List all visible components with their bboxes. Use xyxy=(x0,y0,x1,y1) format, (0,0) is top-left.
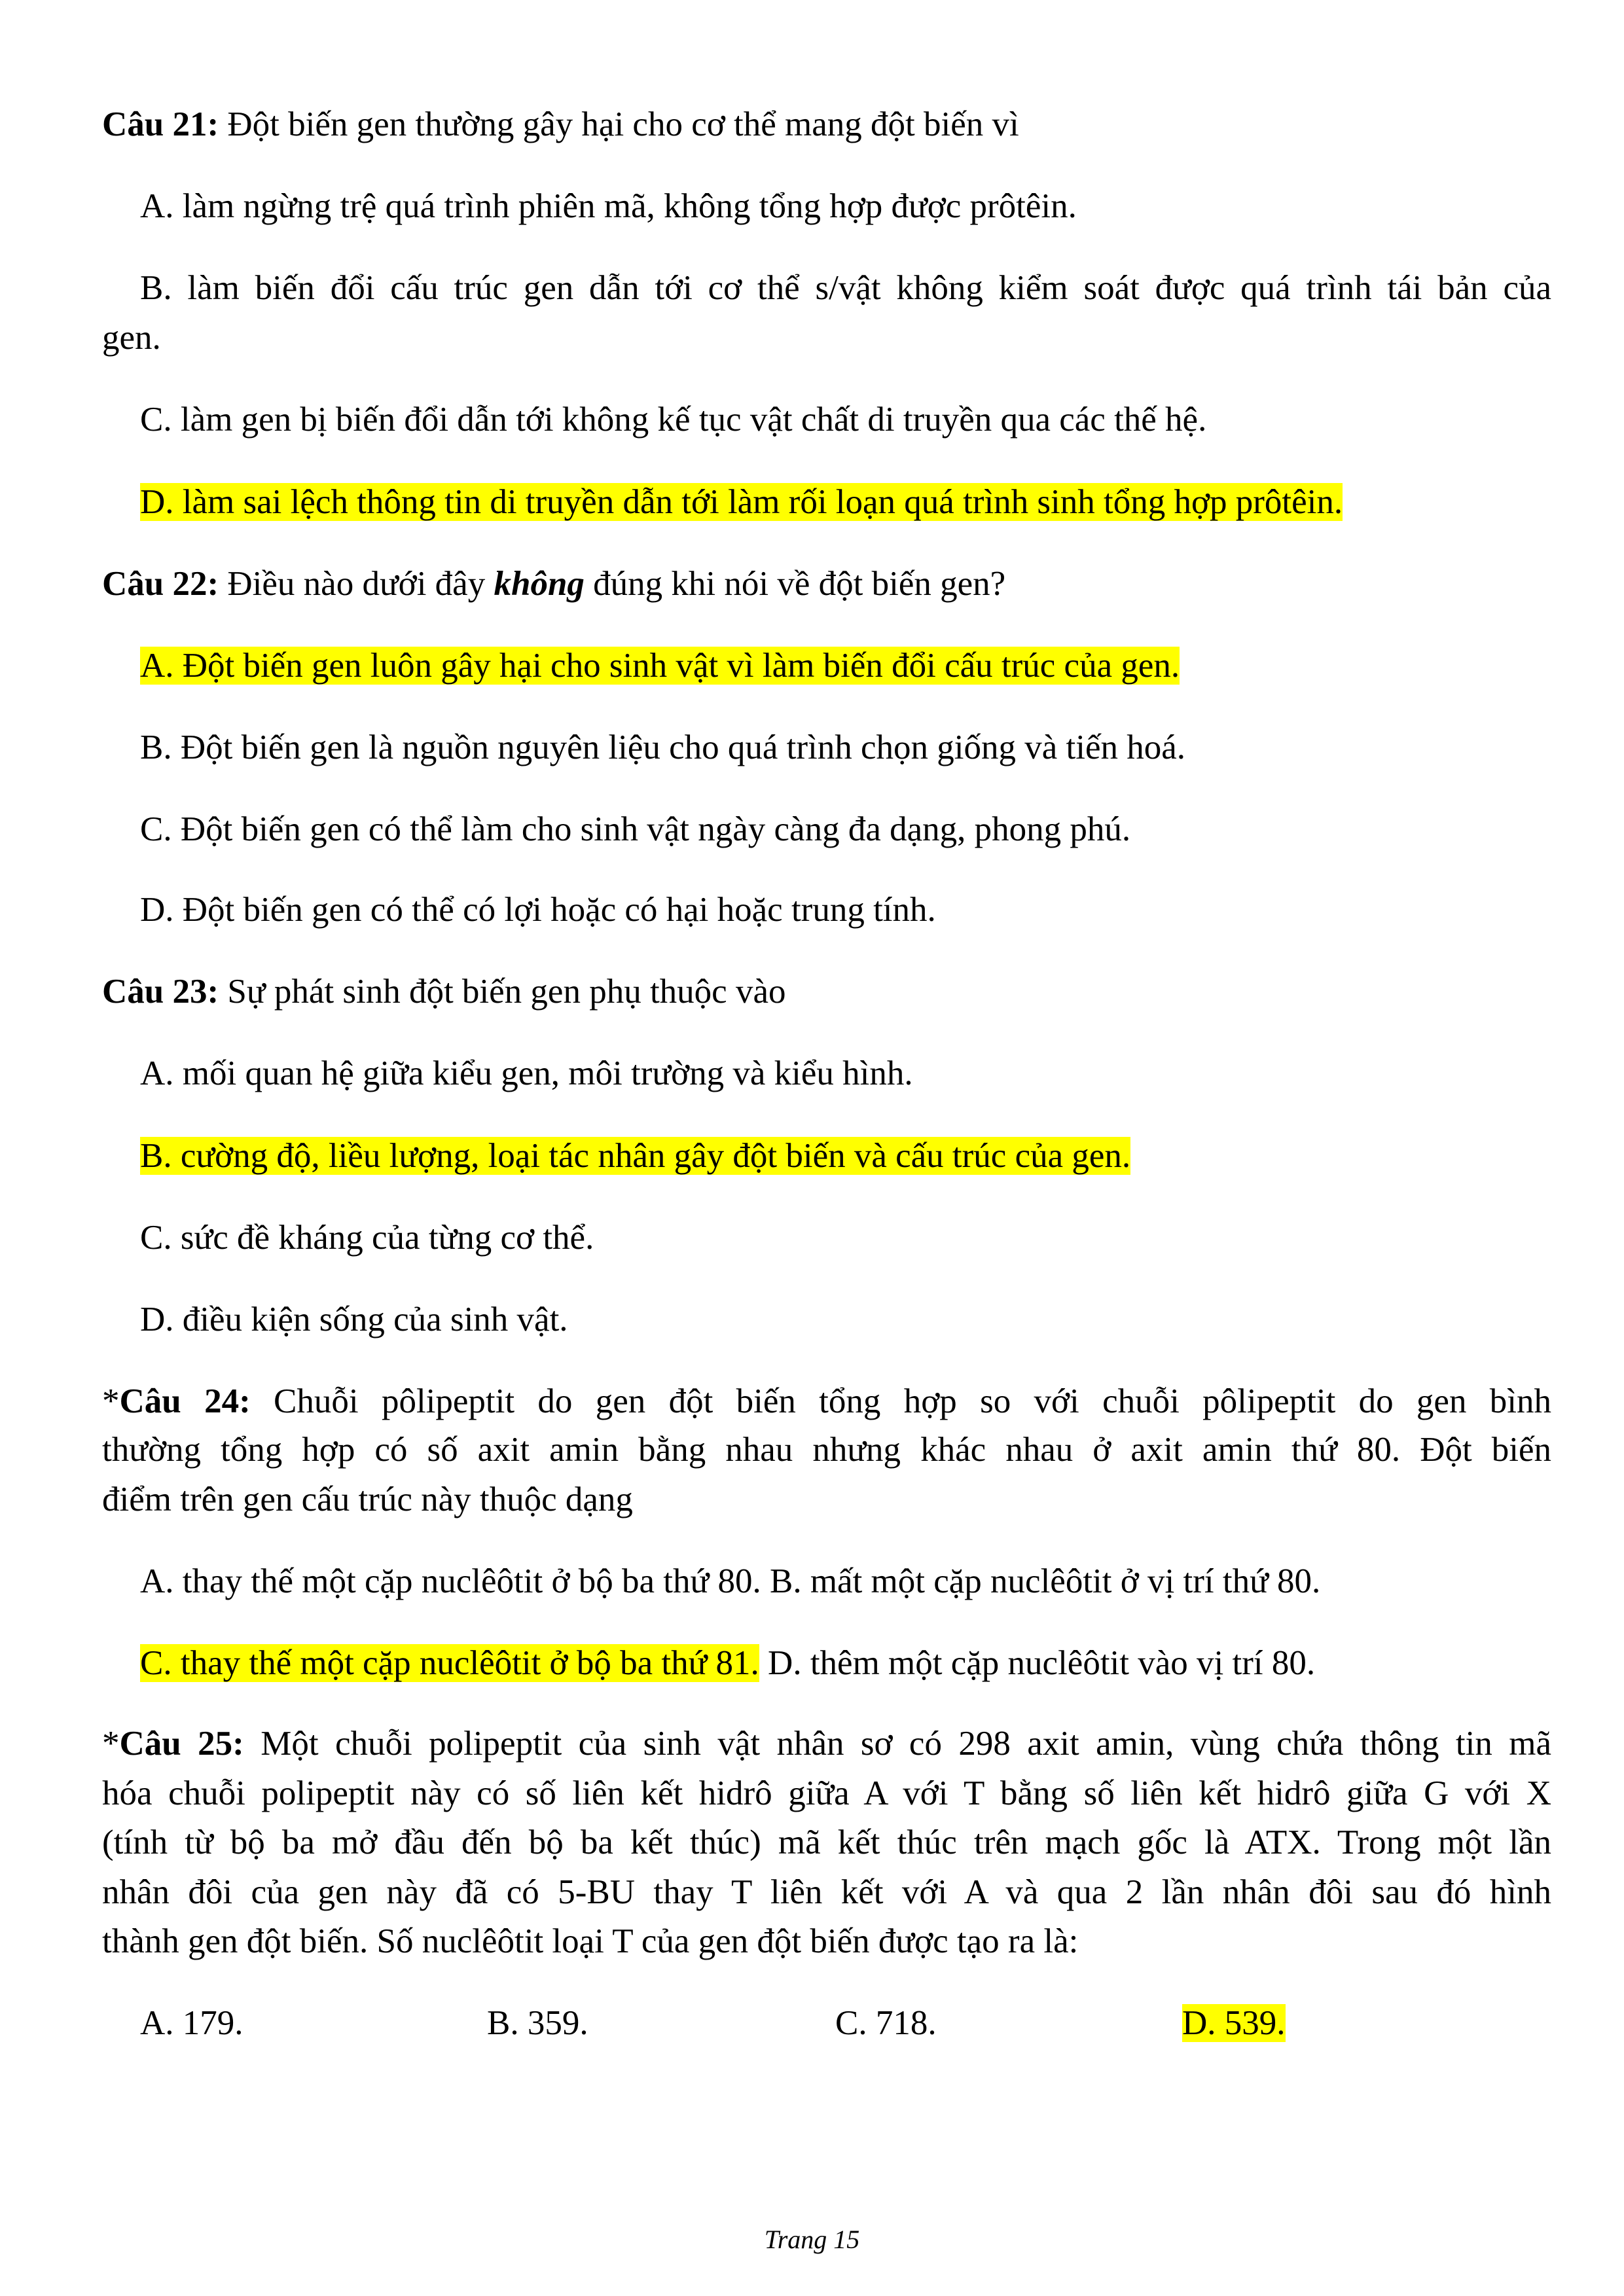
question-24-stem-line3: điểm trên gen cấu trúc này thuộc dạng xyxy=(102,1480,633,1518)
option-a: A. thay thế một cặp nuclêôtit ở bộ ba thứ 80. xyxy=(140,1562,761,1600)
option-d-correct: D. làm sai lệch thông tin di truyền dẫn tới làm rối loạn quá trình sinh tổng hợp prôtêin. xyxy=(140,483,1343,521)
question-label: Câu 22: xyxy=(102,565,219,603)
star-marker: * xyxy=(102,1725,120,1763)
question-24-stem xyxy=(102,1380,1551,1422)
question-25-stem-line4: nhân đôi của gen này đã có 5-BU thay T liên kết với A và qua 2 lần nhân đôi sau đó hình xyxy=(102,1873,1551,1911)
option-b-continued: gen. xyxy=(102,319,161,357)
page-number: Trang 15 xyxy=(764,2225,860,2254)
option-d: D. Đột biến gen có thể có lợi hoặc có hại hoặc trung tính. xyxy=(140,891,936,929)
option-d: D. điều kiện sống của sinh vật. xyxy=(140,1300,568,1338)
question-label: Câu 21: xyxy=(102,105,219,143)
option-a-correct: A. Đột biến gen luôn gây hại cho sinh vật vì làm biến đổi cấu trúc của gen. xyxy=(140,647,1180,685)
question-text: đúng khi nói về đột biến gen? xyxy=(593,565,1006,603)
question-25-stem-line5: thành gen đột biến. Số nuclêôtit loại T của gen đột biến được tạo ra là: xyxy=(102,1922,1079,1960)
question-text: Đột biến gen thường gây hại cho cơ thể mang đột biến vì xyxy=(227,105,1019,143)
question-25-stem-line2: hóa chuỗi polipeptit này có số liên kết hidrô giữa A với T bằng số liên kết hidrô giữa G với X xyxy=(102,1774,1551,1812)
option-b: B. làm biến đổi cấu trúc gen dẫn tới cơ thể s/vật không kiểm soát được quá trình tái bản của xyxy=(140,269,1551,307)
option-b-correct: B. cường độ, liều lượng, loại tác nhân gây đột biến và cấu trúc của gen. xyxy=(140,1137,1131,1175)
question-25-stem xyxy=(102,1723,1551,1765)
question-text: Một chuỗi polipeptit của sinh vật nhân sơ có 298 axit amin, vùng chứa thông tin mã xyxy=(261,1725,1551,1763)
option-c: C. 718. xyxy=(835,2004,937,2042)
question-25-stem-line3: (tính từ bộ ba mở đầu đến bộ ba kết thúc) mã kết thúc trên mạch gốc là ATX. Trong một lần xyxy=(102,1823,1551,1861)
option-c: C. Đột biến gen có thể làm cho sinh vật ngày càng đa dạng, phong phú. xyxy=(140,810,1131,848)
question-text: Điều nào dưới đây xyxy=(227,565,486,603)
question-23-stem xyxy=(102,971,785,1013)
option-d-correct: D. 539. xyxy=(1182,2004,1286,2042)
option-b: B. 359. xyxy=(487,2004,588,2042)
option-b: B. Đột biến gen là nguồn nguyên liệu cho quá trình chọn giống và tiến hoá. xyxy=(140,728,1186,766)
question-21-stem xyxy=(102,103,1019,145)
option-b: B. mất một cặp nuclêôtit ở vị trí thứ 80. xyxy=(769,1562,1321,1600)
option-c: C. sức đề kháng của từng cơ thể. xyxy=(140,1219,594,1257)
option-a: A. mối quan hệ giữa kiểu gen, môi trường và kiểu hình. xyxy=(140,1054,913,1092)
question-text: Chuỗi pôlipeptit do gen đột biến tổng hợp so với chuỗi pôlipeptit do gen bình xyxy=(274,1382,1551,1420)
question-24-stem-line2: thường tổng hợp có số axit amin bằng nhau nhưng khác nhau ở axit amin thứ 80. Đột biến xyxy=(102,1431,1551,1469)
question-label: Câu 24: xyxy=(119,1382,251,1420)
option-row xyxy=(140,1642,1315,1684)
option-c: C. làm gen bị biến đổi dẫn tới không kế tục vật chất di truyền qua các thế hệ. xyxy=(140,401,1207,439)
option-a: A. làm ngừng trệ quá trình phiên mã, không tổng hợp được prôtêin. xyxy=(140,187,1077,225)
question-22-stem xyxy=(102,563,1005,605)
question-text: Sự phát sinh đột biến gen phụ thuộc vào xyxy=(227,973,786,1011)
option-a: A. 179. xyxy=(140,2004,244,2042)
emphasis-word: không xyxy=(494,565,585,603)
question-label: Câu 23: xyxy=(102,973,219,1011)
option-row xyxy=(140,1560,1320,1602)
option-c-correct: C. thay thế một cặp nuclêôtit ở bộ ba thứ 81. xyxy=(140,1644,759,1682)
star-marker: * xyxy=(102,1382,120,1420)
option-d: D. thêm một cặp nuclêôtit vào vị trí 80. xyxy=(768,1644,1316,1682)
question-label: Câu 25: xyxy=(119,1725,244,1763)
